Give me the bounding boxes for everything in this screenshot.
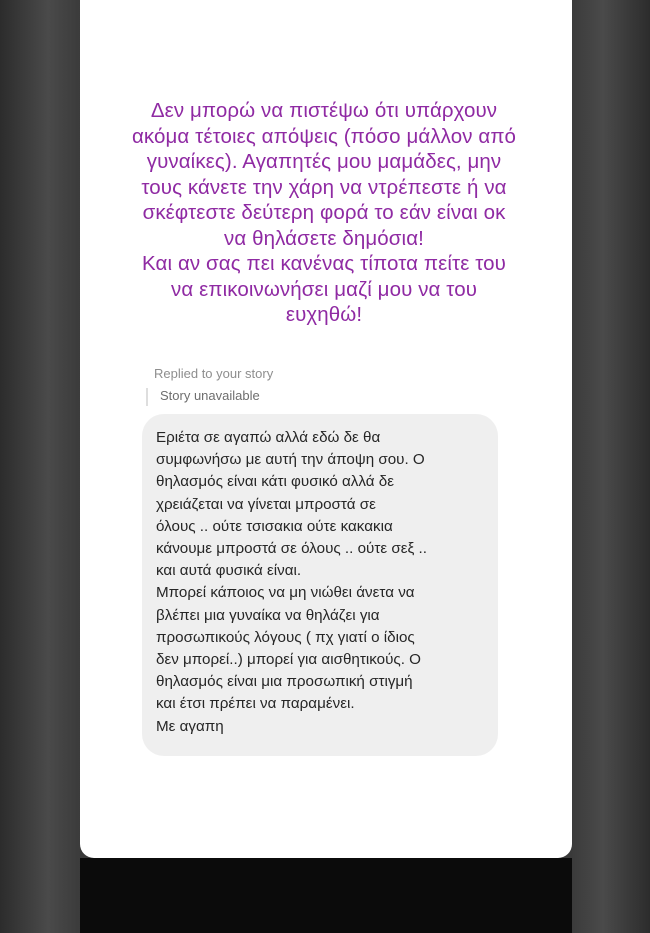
blurred-background-right [572, 0, 650, 933]
message-line: όλους .. ούτε τσισακια ούτε κακακια [156, 517, 393, 535]
message-line: κάνουμε μπροστά σε όλους .. ούτε σεξ .. [156, 540, 427, 558]
bottom-bar [80, 858, 572, 933]
message-line: και έτσι πρέπει να παραμένει. [156, 695, 355, 713]
message-line: θηλασμός είναι κάτι φυσικό αλλά δε [156, 473, 394, 491]
caption-line: να θηλάσετε δημόσια! [224, 226, 424, 250]
message-line: θηλασμός είναι μια προσωπική στιγμή [156, 673, 413, 691]
caption-line: τους κάνετε την χάρη να ντρέπεστε ή να [141, 175, 507, 199]
caption-line: να επικοινωνήσει μαζί μου να του [170, 277, 478, 301]
caption-line: ευχηθώ! [285, 303, 363, 326]
blurred-background-left [0, 0, 80, 933]
message-line: προσωπικούς λόγους ( πχ γιατί ο ίδιος [156, 628, 415, 646]
message-line: Μπορεί κάποιος να μη νιώθει άνετα να [156, 584, 415, 602]
caption-line: σκέφτεστε δεύτερη φορά το εάν είναι οκ [142, 201, 506, 224]
caption-line: Και αν σας πει κανένας τίποτα πείτε του [142, 252, 506, 275]
message-line: και αυτά φυσικά είναι. [156, 562, 302, 580]
message-line: συμφωνήσω με αυτή την άποψη σου. Ο [156, 451, 425, 469]
message-line: Εριέτα σε αγαπώ αλλά εδώ δε θα [156, 429, 381, 446]
caption-line: Δεν μπορώ να πιστέψω ότι υπάρχουν [150, 99, 498, 122]
story-unavailable-reference[interactable]: Story unavailable [146, 388, 260, 406]
message-line: βλέπει μια γυναίκα να θηλάζει για [156, 606, 380, 624]
message-line: δεν μπορεί..) μπορεί για αισθητικούς. Ο [156, 651, 421, 669]
story-caption [106, 98, 542, 328]
message-line: χρειάζεται να γίνεται μπροστά σε [156, 495, 376, 513]
replied-to-story-label: Replied to your story [154, 366, 274, 381]
caption-line: ακόμα τέτοιες απόψεις (πόσο μάλλον από [131, 124, 517, 148]
message-bubble[interactable] [142, 414, 498, 756]
caption-line: γυναίκες). Αγαπητές μου μαμάδες, μην [146, 150, 502, 173]
message-line: Με αγαπη [156, 717, 224, 735]
